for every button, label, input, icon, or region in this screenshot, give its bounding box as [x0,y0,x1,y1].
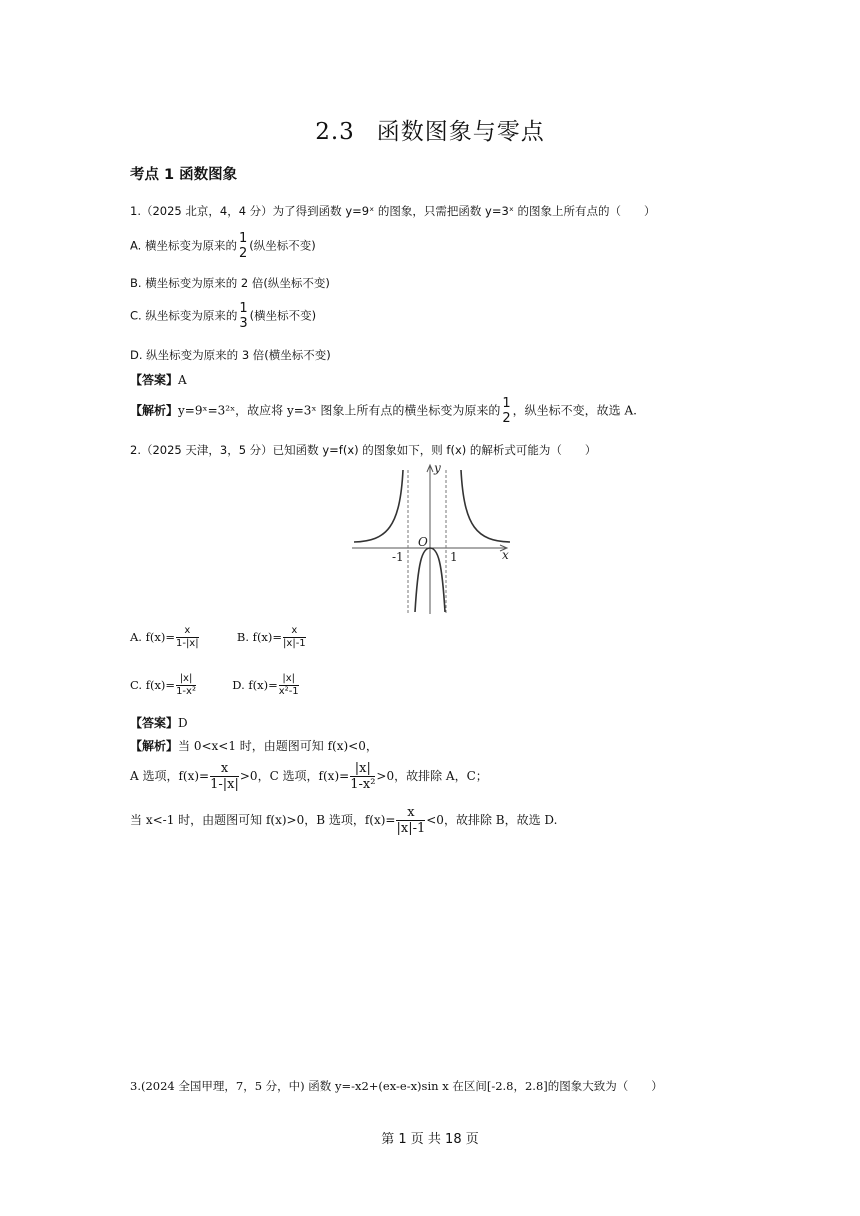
fraction: $\frac{x}{|x|-1}$ [396,805,426,836]
q2-option-b: B. f(x)= $\frac{x}{|x|-1}$ [236,625,306,649]
q2-option-d: D. f(x)= $\frac{|x|}{\text{x²-1}}$ [232,673,299,697]
fraction: $\frac{|x|}{\text{1-x²}}$ [176,673,196,697]
q2-answer: 【答案】D [130,716,188,730]
q1-answer: 【答案】A [130,373,187,387]
q1-analysis: 【解析】y=9ˣ=3²ˣ，故应将 y=3ˣ 图象上所有点的横坐标变为原来的 1 2 ，纵坐标不变，故选 A. [130,396,637,426]
function-graph [352,462,512,617]
page-footer: 第 1 页 共 18 页 [381,1132,479,1147]
label-one: 1 [450,550,458,564]
label-neg-one: -1 [392,550,404,564]
fraction: $\frac{x}{1-|x|}$ [175,625,199,649]
section-heading: 考点 1 函数图象 [130,167,238,183]
q2-analysis-line1: 【解析】当 0<x<1 时，由题图可知 f(x)<0， [130,739,378,753]
q1-stem: 1.（2025 北京，4，4 分）为了得到函数 y=9ˣ 的图象，只需把函数 y=3ˣ 的图象上所有点的（ ） [130,204,656,218]
q2-stem: 2.（2025 天津，3，5 分）已知函数 y=f(x) 的图象如下，则 f(x) 的解析式可能为（ ） [130,443,597,457]
q1-option-a: A. 横坐标变为原来的 1 2 (纵坐标不变) [130,231,316,261]
fraction: $\frac{|x|}{\text{x²-1}}$ [278,673,299,697]
q2-option-c: C. f(x)= $\frac{|x|}{\text{1-x²}}$ [130,673,196,697]
q1-option-b: B. 横坐标变为原来的 2 倍(纵坐标不变) [130,276,330,290]
fraction: $\frac{|x|}{\text{1-x²}}$ [350,761,376,792]
q2-analysis-line2: A 选项，f(x)= $\frac{x}{1-|x|}$ >0，C 选项，f(x)= $\frac{|x|}{\text{1-x²}}$ >0，故排除 A，C； [130,761,488,792]
label-y: y [434,462,441,475]
fraction: $\frac{x}{1-|x|}$ [210,761,239,792]
label-origin: O [418,535,428,549]
q2-options-ab [130,626,307,649]
label-x: x [502,548,509,562]
fraction: 1 2 [502,396,511,426]
q1-option-d: D. 纵坐标变为原来的 3 倍(横坐标不变) [130,348,331,362]
q2-options-cd [130,674,300,697]
curve-right-branch [461,470,510,542]
page-title [0,113,860,146]
q1-option-c: C. 纵坐标变为原来的 1 3 (横坐标不变) [130,301,317,331]
title-text: 函数图象与零点 [376,119,545,145]
curve-left-branch [354,470,403,542]
fraction: $\frac{x}{|x|-1}$ [283,625,306,649]
q3-stem: 3.(2024 全国甲理，7，5 分，中) 函数 y=-x2+(ex-e-x)sin x 在区间[-2.8，2.8]的图象大致为（ ） [130,1079,663,1093]
section-number: 2.3 [315,119,355,145]
q2-option-a: A. f(x)= $\frac{x}{1-|x|}$ [130,625,199,649]
fraction: 1 2 [238,231,248,261]
q2-analysis-line3: 当 x<-1 时，由题图可知 f(x)>0，B 选项，f(x)= $\frac{x}{|x|-1}$ <0，故排除 B，故选 D. [130,805,558,836]
fraction: 1 3 [239,301,248,331]
